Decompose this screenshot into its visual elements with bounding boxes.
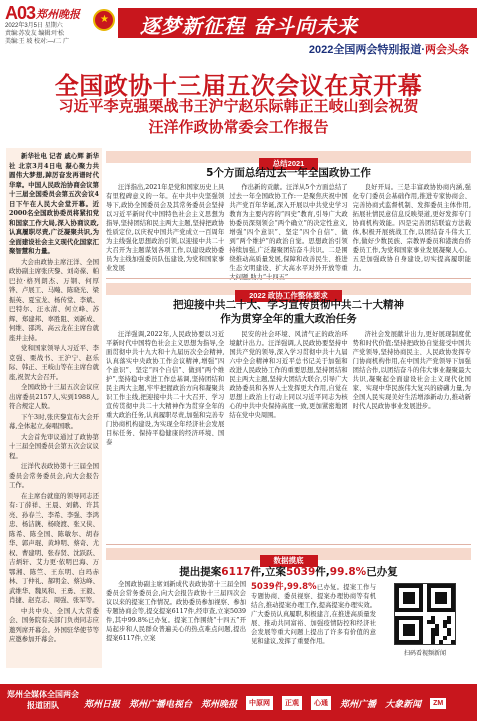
section-body xyxy=(106,330,471,540)
highlight-number: 5039件, xyxy=(251,582,288,592)
page-header xyxy=(0,0,477,58)
article-paragraph: 中共中央、全国人大常委会、国务院有关部门负责同志应邀列席开幕会。外国驻华使节等应邀参加开幕会。 xyxy=(9,606,99,643)
qr-module xyxy=(447,632,451,636)
subheadline-2: 汪洋作政协常委会工作报告 xyxy=(148,118,329,136)
qr-module xyxy=(439,640,443,644)
title-text: 件, xyxy=(315,566,330,578)
qr-module xyxy=(403,624,415,636)
special-report-label xyxy=(309,41,469,57)
special-report-accent: 两会头条 xyxy=(425,44,469,56)
section-body xyxy=(106,183,471,271)
media-logo: 郑州晚报 xyxy=(201,699,238,710)
article-paragraph: 大会由政协主席汪洋、全国政协副主席张庆黎、刘奇葆、帕巴拉·格列朗杰、万钢、何厚铧、卢展工、马飚、陈晓光、梁振英、夏宝龙、杨传堂、李斌、巴特尔、汪永清、何立峰、苏辉、郑建邦、辜胜阻、刘新成、何维、邵鸿、高云龙在主席台就座并主持。 xyxy=(9,257,99,342)
footer-bar xyxy=(0,684,477,721)
title-text: 件,立案 xyxy=(250,566,287,578)
page-number: A03 xyxy=(5,3,36,23)
main-headline: 全国政协十三届五次会议在京开幕 xyxy=(54,72,423,100)
media-logo: 中原网 xyxy=(246,696,273,710)
qr-code-icon[interactable] xyxy=(394,583,456,645)
article-paragraph: 汪洋强调,2022年,人民政协要以习近平新时代中国特色社会主义思想为指导,全面贯彻中共十九大和十九届历次全会精神,认真落实中央政协工作会议精神,增强“四个意识”、坚定“四个自信”、做到“两个维护”,坚持稳中求进工作总基调,坚持团结和民主两大主题,牢牢把握政治方向和凝聚共识工作主线,把迎接中共二十大召开、学习宣传贯彻中共二十大精神作为贯穿全年的重大政治任务,认真履职尽责,加强和完善专门协商机构建设,为实现全年经济社会发展目标任务、保持平稳健康的经济环境、国泰 xyxy=(106,331,225,446)
data-text-column xyxy=(106,580,246,672)
masthead-name: 郑州晚报 xyxy=(36,8,80,21)
meta-line: 责编:苏发友 编辑:叶松 xyxy=(5,31,65,37)
subheadline-1: 习近平李克强栗战书王沪宁赵乐际韩正王岐山到会祝贺 xyxy=(58,97,419,115)
special-report-prefix: 2022全国两会特别报道· xyxy=(308,44,425,56)
article-paragraph: 新华社电 记者 戚心辉 新华社 北京3月4日电 凝心聚力共圆伟大梦想,踔厉奋发再谱时代华章。中国人民政治协商会议第十三届全国委员会第五次会议4日下午在人民大会堂开幕。近2000名全国政协委员将紧扣党和国家工作大局,深入协商议政,认真履职尽责,广泛凝聚共识,为全面建设社会主义现代化国家汇聚智慧和力量。 xyxy=(9,152,99,255)
section-label: 2022 政协工作整体要求 xyxy=(235,290,342,302)
media-logo: 郑州广播 xyxy=(340,699,377,710)
media-logo: 大象新闻 xyxy=(385,699,422,710)
text-column xyxy=(353,330,471,540)
qr-module xyxy=(431,640,435,644)
qr-module xyxy=(451,640,455,644)
highlight-number: 99.8% xyxy=(287,582,317,592)
completion-rate: 99.8% xyxy=(329,566,367,578)
slogan-banner xyxy=(118,8,477,38)
data-section-title xyxy=(106,564,471,579)
filed-count: 5039 xyxy=(286,566,316,578)
article-paragraph: 下午3时,张庆黎宣布大会开幕,全体起立,奏唱国歌。 xyxy=(9,412,99,430)
media-logo: 郑州广播电视台 xyxy=(129,699,193,710)
article-paragraph: 全国政协副主席刘新成代表政协第十三届全国委员会常务委员会,向大会报告政协十三届四次会议以来的提案工作情况。政协委员参加视察、参加专题协商会等,提交提案6117件,经审查,立案5039件,其中99.8%已办复。提案工作围绕“十四五”开局起步和人民群众普遍关心的热点难点问题,提出提案6117件,立案 xyxy=(106,581,246,642)
cppcc-emblem-icon: ★ xyxy=(93,9,115,31)
footer-team-label: 郑州全媒体全国两会报道团队 xyxy=(7,690,79,710)
text-column xyxy=(353,183,471,271)
text-column xyxy=(229,183,347,271)
meta-line: 2022年3月5日 星期六 xyxy=(5,23,63,29)
qr-module xyxy=(435,592,447,604)
text-column xyxy=(229,330,347,540)
article-paragraph: 良好开局。三是丰富政协协商内涵,强化专门委员会基础作用,推进专家协商会、完善协商式监督机制、发挥委员主体作用,拓展社情民意信息反映渠道,更好发挥专门协商机构效能。四是完善团结联谊方法载体,积极开展统战工作,以团结奋斗伟大工作,做好少数民族、宗教界委员和港澳台侨委员工作,为党和国家事业发展凝聚人心。五是加强政协自身建设,切实提高履职能力。 xyxy=(352,184,471,272)
data-text-column xyxy=(251,580,376,672)
title-text: 已办复 xyxy=(366,566,398,578)
divider xyxy=(106,544,471,545)
article-paragraph: 已办复。提案工作与专题协商、委员视察、提案办理协商等有机结合,推动提案办理工作,提高提案办理实效。广大委员认真履职,积极建言,在推进高质量发展、推动共同富裕、加强疫情防控和经济社会发展等重大问题上提出了许多有价值的意见和建议,发挥了重要作用。 xyxy=(251,584,376,645)
lead-article-column xyxy=(6,148,102,668)
text-column xyxy=(106,330,224,540)
qr-module xyxy=(403,592,415,604)
qr-caption: 扫码看视频新闻 xyxy=(403,651,446,657)
section-label-bar xyxy=(106,151,471,168)
qr-code-block[interactable] xyxy=(383,583,467,671)
section-title-line: 把迎接中共二十大、学习宣传贯彻中共二十大精神 xyxy=(173,299,404,311)
article-paragraph: 济社会发展献计出力,更好展现制度优势和时代价值;坚持把政协自觉接受中国共产党领导,坚持协商民主、人民政协发挥专门协商机构作用,在中国共产党领导下加强团结合作,以团结奋斗的伟大事业凝聚最大共识,凝聚起全面建设社会主义现代化国家、实现中华民族伟大复兴的磅礴力量,为全国人民实现美好生活增添新动力,推动新时代人民政协事业发展进步。 xyxy=(352,331,471,410)
section-title-line: 作为贯穿全年的重大政治任务 xyxy=(220,313,357,325)
edition-meta xyxy=(5,22,69,46)
section-label: 数据摸底 xyxy=(260,555,318,567)
slogan-text: 逐梦新征程 奋斗向未来 xyxy=(140,14,358,38)
qr-module xyxy=(443,636,447,640)
section-title: 5个方面总结过去一年全国政协工作 xyxy=(206,167,371,179)
section-label-bar xyxy=(106,548,471,565)
section-label-bar xyxy=(106,283,471,300)
article-paragraph: 汪洋代表政协第十三届全国委员会常务委员会,向大会报告工作。 xyxy=(9,462,99,489)
media-logo: 郑州日报 xyxy=(84,699,121,710)
media-logos xyxy=(84,690,473,716)
text-column xyxy=(106,183,224,271)
section-label: 总结2021 xyxy=(259,158,319,170)
article-paragraph: 全国政协十三届五次会议应出席委员2157人,实到1988人,符合规定人数。 xyxy=(9,383,99,410)
qr-module xyxy=(435,632,439,636)
media-logo: 正观 xyxy=(282,696,302,710)
qr-module xyxy=(447,620,451,624)
meta-line: 美编:王 坡 校对:—/二 广 xyxy=(5,39,70,45)
title-text: 提出提案 xyxy=(179,566,222,578)
article-paragraph: 民安的社会环境、风清气正的政治环境献计出力。汪洋强调,人民政协要坚持中国共产党的领导,深入学习贯彻中共十九届六中全会精神和习近平总书记关于加强和改进人民政协工作的重要思想,坚持团结和民主两大主题,坚持大团结大联合,引导广大政协委员和各界人士发挥更大作用,自觉在思想上政治上行动上同以习近平同志为核心的中共中央保持高度一致,更加紧密地团结在党中央周围。 xyxy=(229,331,348,419)
divider xyxy=(106,278,471,279)
article-paragraph: 在主席台就座的领导同志还有:丁薛祥、王晨、刘鹤、许其亮、孙春兰、李希、李强、李鸿忠、杨洁篪、杨晓渡、张又侠、陈希、陈全国、陈敏尔、胡春华、郭声琨、黄坤明、蔡奇、尤权、曹建明、张春贤、沈跃跃、吉炳轩、艾力更·依明巴海、万鄂湘、陈竺、王东明、白玛赤林、丁仲礼、郝明金、蔡达峰、武维华、魏凤和、王勇、王毅、肖捷、赵克志、周强、张军等。 xyxy=(9,491,99,604)
media-logo: ZM xyxy=(430,698,446,709)
article-paragraph: 大会首先审议通过了政协第十三届全国委员会第五次会议议程。 xyxy=(9,432,99,460)
media-logo: 心通 xyxy=(311,696,331,710)
article-paragraph: 党和国家领导人习近平、李克强、栗战书、王沪宁、赵乐际、韩正、王岐山等在主席台就座,祝贺大会召开。 xyxy=(9,344,99,381)
proposal-count: 6117 xyxy=(221,566,251,578)
article-paragraph: 作出新的贡献。汪洋从5个方面总结了过去一年全国政协工作:一是聚焦庆祝中国共产党百年华诞,深入开展以中共党史学习教育为主要内容的“四史”教育,引导广大政协委员深刻领会“两个确立”的决定性意义,增强“四个意识”、坚定“四个自信”、做到“两个维护”的政治自觉。思想政治引领持续加强,广泛凝聚团结奋斗共识。二是围绕推动高质量发展,保障和改善民生、推进生态文明建设、扩大高水平对外开放等重 xyxy=(229,184,348,272)
article-paragraph: 汪洋指出,2021年是党和国家历史上具有里程碑意义的一年。在中共中央坚强领导下,政协全国委员会及其常务委员会坚持以习近平新时代中国特色社会主义思想为指导,坚持团结和民主两大主题,坚持把政协性质定位,以庆祝中国共产党成立一百周年为主线强化思想政治引领,以迎接中共二十大召开为主题谋划各项工作,以建设政协委员为主线加强委员队伍建设,为党和国家事业发展 xyxy=(106,184,225,272)
